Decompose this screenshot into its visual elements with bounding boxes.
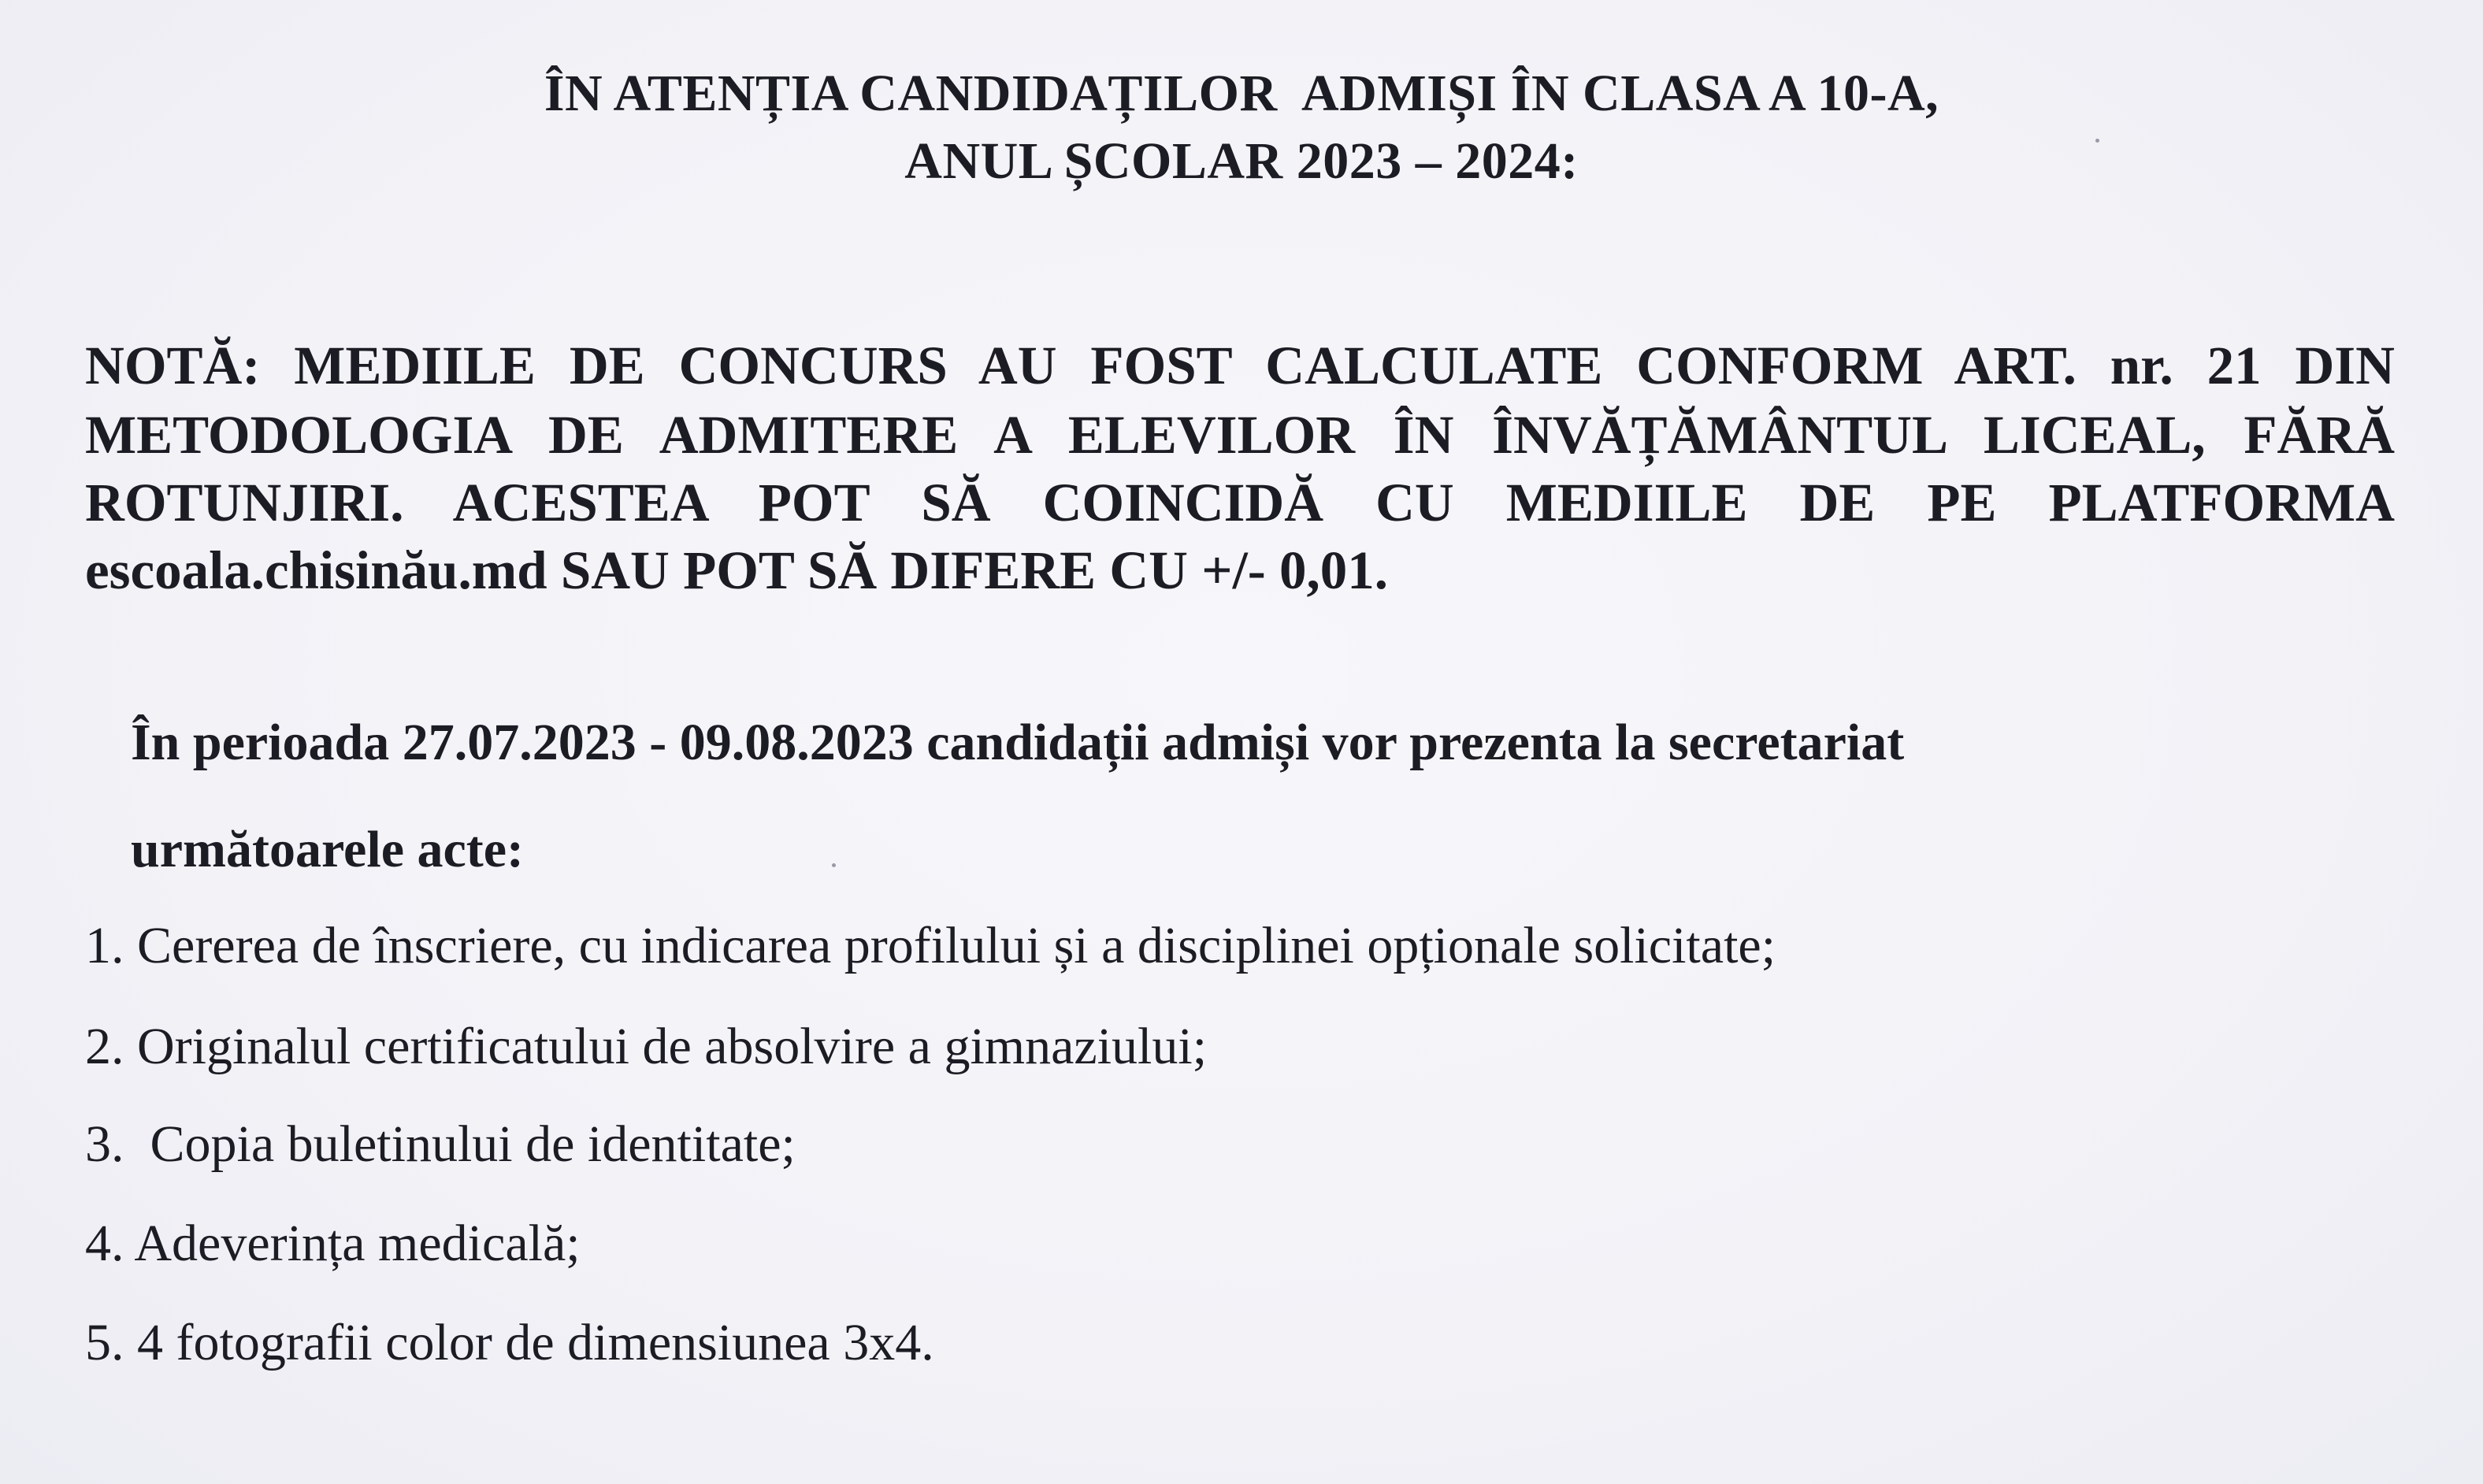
scan-speck (2095, 139, 2099, 143)
scan-speck (832, 863, 836, 867)
list-item: 3. Copia buletinului de identitate; (85, 1115, 796, 1173)
list-item: 4. Adeverința medicală; (85, 1215, 581, 1272)
header-line-1: ÎN ATENȚIA CANDIDAȚILOR ADMIȘI ÎN CLASA A 10-A, (544, 65, 1939, 122)
note-line-1: NOTĂ: MEDIILE DE CONCURS AU FOST CALCULATE CONFORM ART. nr. 21 DIN (85, 336, 2395, 395)
header-line-2: ANUL ȘCOLAR 2023 – 2024: (904, 132, 1579, 190)
list-item: 5. 4 fotografii color de dimensiunea 3x4. (85, 1314, 934, 1371)
note-line-4: escoala.chisinău.md SAU POT SĂ DIFERE CU +/- 0,01. (85, 540, 1388, 600)
list-item: 1. Cererea de înscriere, cu indicarea profilului și a disciplinei opționale solicitate; (85, 917, 1776, 974)
intro-line-1: În perioada 27.07.2023 - 09.08.2023 candidații admiși vor prezenta la secretariat (131, 714, 1905, 771)
intro-line-2: următoarele acte: (131, 821, 525, 878)
list-item: 2. Originalul certificatului de absolvire a gimnaziului; (85, 1018, 1208, 1075)
note-line-3: ROTUNJIRI. ACESTEA POT SĂ COINCIDĂ CU MEDIILE DE PE PLATFORMA (85, 473, 2395, 532)
note-line-2: METODOLOGIA DE ADMITERE A ELEVILOR ÎN ÎNVĂȚĂMÂNTUL LICEAL, FĂRĂ (85, 405, 2395, 465)
